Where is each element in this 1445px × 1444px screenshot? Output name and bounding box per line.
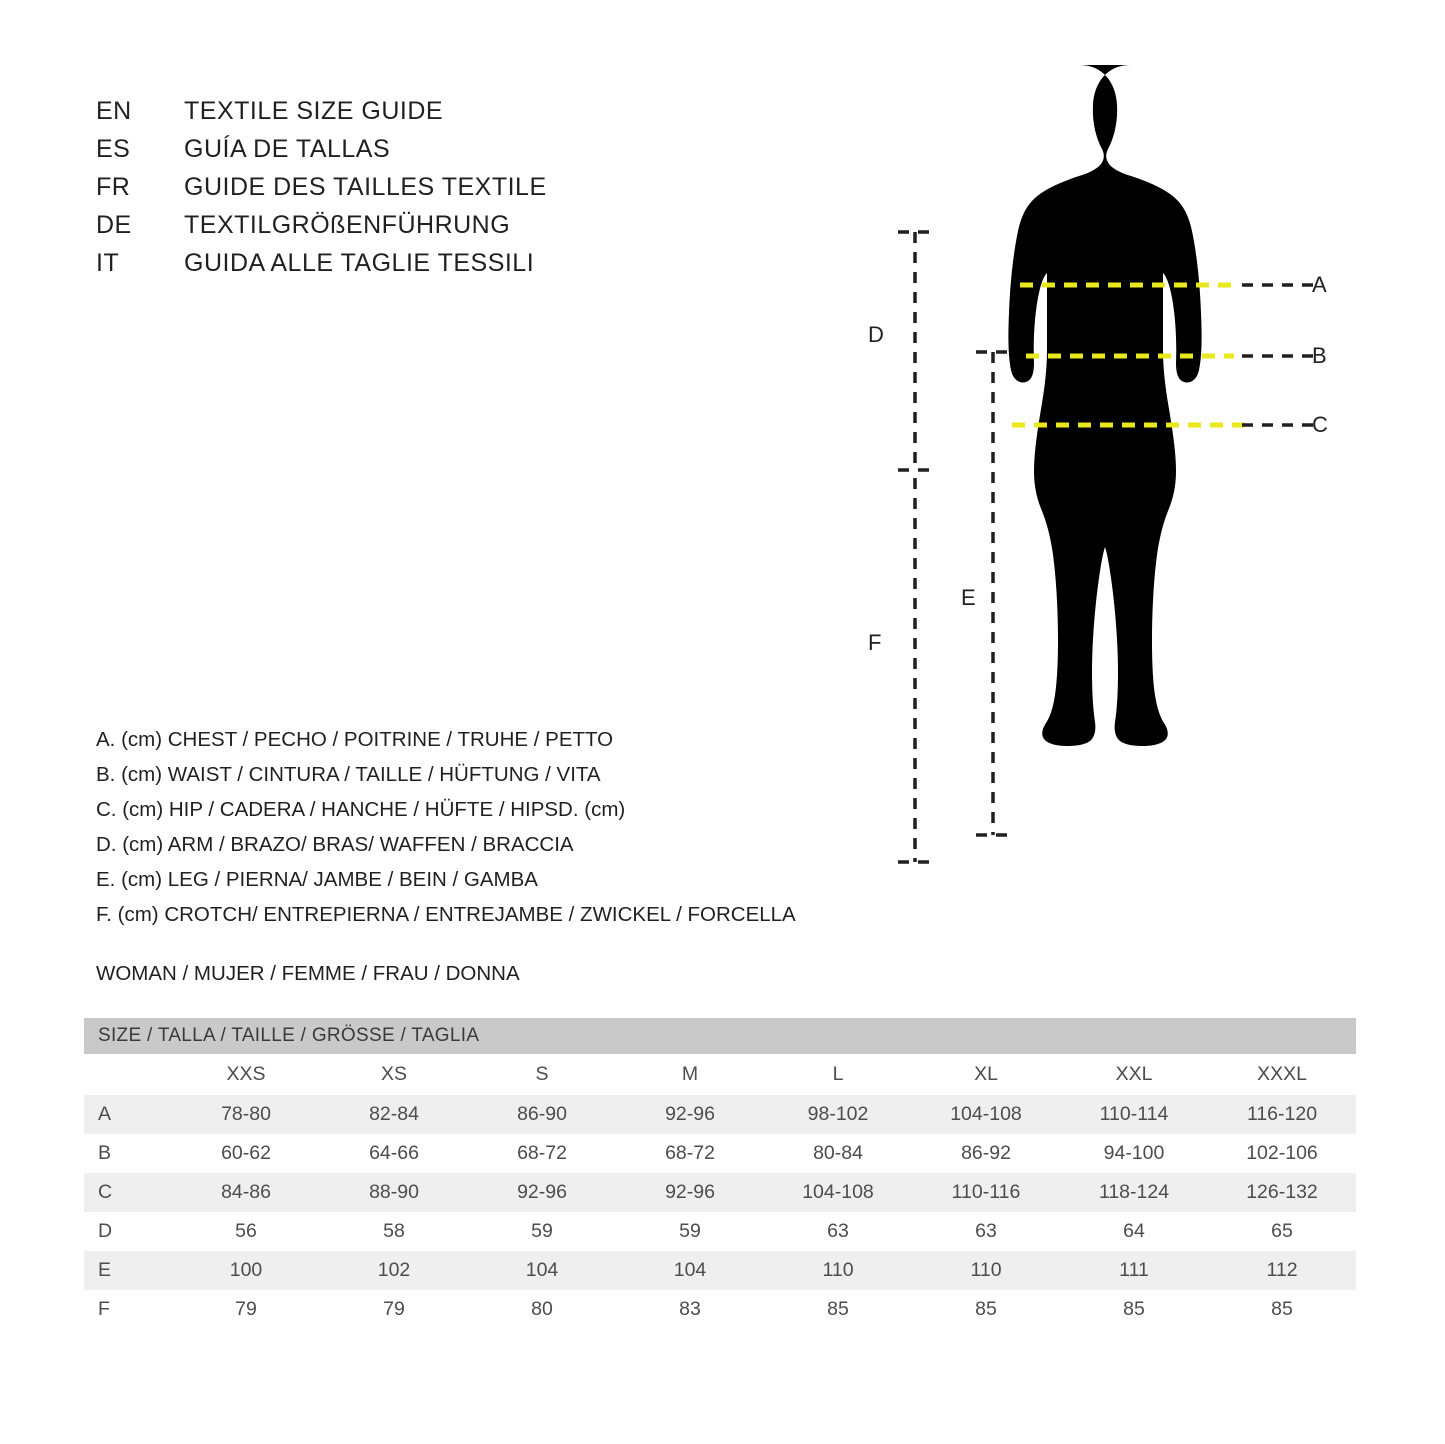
title-text-it: GUIDA ALLE TAGLIE TESSILI [184,249,535,277]
table-band-row [84,1018,1356,1054]
title-row [96,206,716,244]
leader-lines [1242,285,1318,425]
cell: 63 [912,1212,1060,1251]
col-header-xs: XS [320,1054,468,1095]
title-text-es: GUÍA DE TALLAS [184,135,391,163]
cell: 100 [172,1251,320,1290]
dimension-label-c: C [1312,412,1328,437]
female-silhouette-icon [1008,65,1201,746]
cell: 102-106 [1208,1134,1356,1173]
cell: 86-90 [468,1095,616,1134]
col-header-l: L [764,1054,912,1095]
title-lang-es: ES [96,135,131,163]
cell: 80 [468,1290,616,1329]
cell: 94-100 [1060,1134,1208,1173]
title-lang-fr: FR [96,173,131,201]
cell: 83 [616,1290,764,1329]
title-row [96,92,716,130]
cell: 59 [468,1212,616,1251]
dimension-label-a: A [1312,272,1327,297]
dimension-label-f: F [868,630,882,655]
cell: 60-62 [172,1134,320,1173]
cell: 65 [1208,1212,1356,1251]
size-table-wrapper [84,1018,1356,1329]
cell: 64 [1060,1212,1208,1251]
corner-cell [84,1054,172,1095]
title-block [96,92,716,282]
row-label-c: C [84,1173,172,1212]
cell: 63 [764,1212,912,1251]
col-header-s: S [468,1054,616,1095]
col-header-xxs: XXS [172,1054,320,1095]
cell: 86-92 [912,1134,1060,1173]
title-lang-en: EN [96,97,132,125]
col-header-m: M [616,1054,764,1095]
table-row [84,1173,1356,1212]
cell: 92-96 [468,1173,616,1212]
cell: 58 [320,1212,468,1251]
legend-item-e: E. (cm) LEG / PIERNA/ JAMBE / BEIN / GAMBA [96,868,538,891]
table-header-row [84,1054,1356,1095]
cell: 80-84 [764,1134,912,1173]
body-measurement-diagram [830,50,1390,910]
legend-item-b: B. (cm) WAIST / CINTURA / TAILLE / HÜFTUNG / VITA [96,763,601,786]
legend-item-d: D. (cm) ARM / BRAZO/ BRAS/ WAFFEN / BRACCIA [96,833,574,856]
cell: 64-66 [320,1134,468,1173]
cell: 68-72 [616,1134,764,1173]
cell: 110 [912,1251,1060,1290]
row-label-b: B [84,1134,172,1173]
table-row [84,1134,1356,1173]
col-header-xxl: XXL [1060,1054,1208,1095]
legend-item-c: C. (cm) HIP / CADERA / HANCHE / HÜFTE / HIPSD. (cm) [96,798,626,821]
cell: 104-108 [764,1173,912,1212]
measurement-legend [96,722,896,932]
title-row [96,168,716,206]
dimension-label-e: E [961,585,976,610]
group-label: WOMAN / MUJER / FEMME / FRAU / DONNA [96,962,520,985]
cell: 85 [1208,1290,1356,1329]
cell: 79 [172,1290,320,1329]
dimension-label-d: D [868,322,884,347]
cell: 78-80 [172,1095,320,1134]
cell: 104 [616,1251,764,1290]
title-row [96,130,716,168]
cell: 92-96 [616,1095,764,1134]
row-label-d: D [84,1212,172,1251]
cell: 79 [320,1290,468,1329]
table-row [84,1290,1356,1329]
cell: 104-108 [912,1095,1060,1134]
legend-item-a: A. (cm) CHEST / PECHO / POITRINE / TRUHE / PETTO [96,728,614,751]
cell: 102 [320,1251,468,1290]
dimension-label-b: B [1312,343,1327,368]
row-label-f: F [84,1290,172,1329]
cell: 104 [468,1251,616,1290]
title-lang-it: IT [96,249,120,277]
cell: 85 [764,1290,912,1329]
cell: 85 [1060,1290,1208,1329]
cell: 116-120 [1208,1095,1356,1134]
title-text-de: TEXTILGRÖßENFÜHRUNG [184,211,511,239]
size-band-label: SIZE / TALLA / TAILLE / GRÖSSE / TAGLIA [84,1018,1356,1054]
cell: 59 [616,1212,764,1251]
cell: 85 [912,1290,1060,1329]
cell: 126-132 [1208,1173,1356,1212]
cell: 110 [764,1251,912,1290]
title-row [96,244,716,282]
table-row [84,1251,1356,1290]
legend-item-f: F. (cm) CROTCH/ ENTREPIERNA / ENTREJAMBE / ZWICKEL / FORCELLA [96,903,796,926]
cell: 110-114 [1060,1095,1208,1134]
col-header-xxxl: XXXL [1208,1054,1356,1095]
cell: 84-86 [172,1173,320,1212]
dimension-bracket-d [898,232,933,470]
dimension-bracket-e [976,352,1011,835]
cell: 111 [1060,1251,1208,1290]
cell: 82-84 [320,1095,468,1134]
size-table [84,1018,1356,1329]
cell: 92-96 [616,1173,764,1212]
cell: 112 [1208,1251,1356,1290]
cell: 118-124 [1060,1173,1208,1212]
cell: 56 [172,1212,320,1251]
row-label-e: E [84,1251,172,1290]
title-text-fr: GUIDE DES TAILLES TEXTILE [184,173,547,201]
cell: 98-102 [764,1095,912,1134]
cell: 110-116 [912,1173,1060,1212]
row-label-a: A [84,1095,172,1134]
dimension-bracket-f [898,478,933,862]
title-text-en: TEXTILE SIZE GUIDE [184,97,444,125]
table-row [84,1212,1356,1251]
cell: 68-72 [468,1134,616,1173]
table-row [84,1095,1356,1134]
col-header-xl: XL [912,1054,1060,1095]
cell: 88-90 [320,1173,468,1212]
title-lang-de: DE [96,211,132,239]
